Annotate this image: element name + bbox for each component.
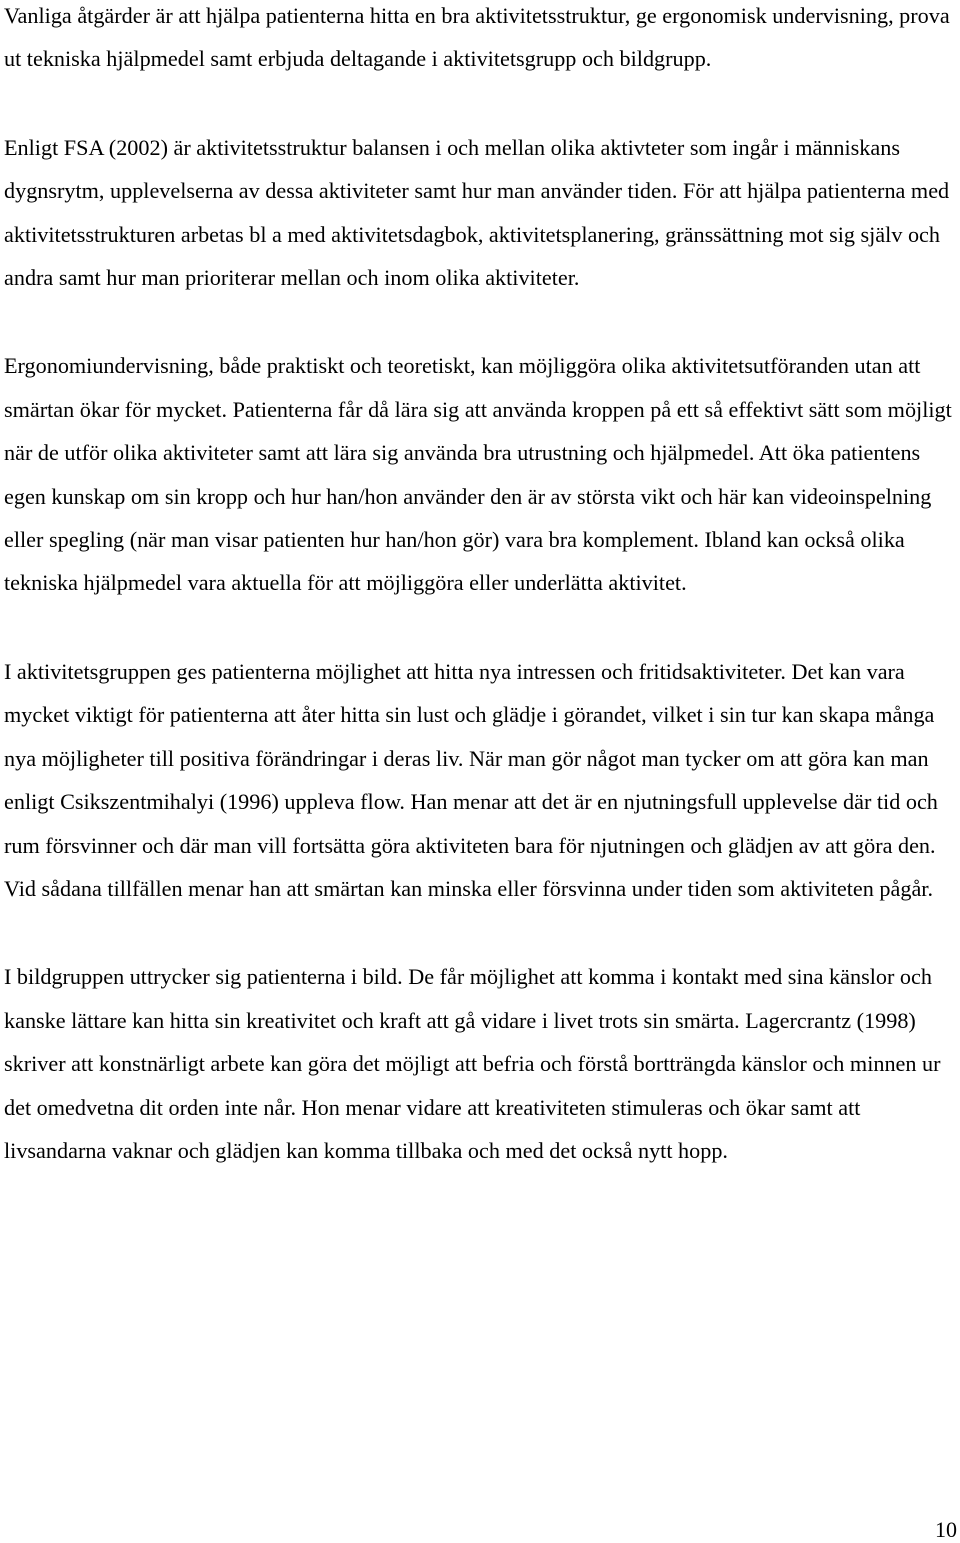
paragraph-picture-group: I bildgruppen uttrycker sig patienterna i bild. De får möjlighet att komma i kontakt med sina känslor och kanske lättare kan hitta sin kreativitet och kraft att gå vidare i livet trots sin smärta. Lagercrantz (1998) skriver att konstnärligt arbete kan göra det möjligt att befria och förstå bortträngda känslor och minnen ur det omedvetna dit orden inte når. Hon menar vidare att kreativiteten stimuleras och ökar samt att livsandarna vaknar och glädjen kan komma tillbaka och med det också nytt hopp. (4, 964, 941, 1163)
paragraph-ergonomics-teaching: Ergonomiundervisning, både praktiskt och teoretiskt, kan möjliggöra olika aktivitetsutföranden utan att smärtan ökar för mycket. Patienterna får då lära sig att använda kroppen på ett så effektivt sätt som möjligt när de utför olika aktiviteter samt att lära sig använda bra utrustning och hjälpmedel. Att öka patientens egen kunskap om sin kropp och hur han/hon använder den är av största vikt och här kan videoinspelning eller spegling (när man visar patienten hur han/hon gör) vara bra komplement. Ibland kan också olika tekniska hjälpmedel vara aktuella för att möjliggöra eller underlätta aktivitet. (4, 353, 952, 596)
body-text (4, 0, 959, 1172)
paragraph-activity-group: I aktivitetsgruppen ges patienterna möjlighet att hitta nya intressen och fritidsaktiviteter. Det kan vara mycket viktigt för patienterna att åter hitta sin lust och glädje i görandet, vilket i sin tur kan skapa många nya möjligheter till positiva förändringar i deras liv. När man gör något man tycker om att göra kan man enligt Csikszentmihalyi (1996) uppleva flow. Han menar att det är en njutningsfull upplevelse där tid och rum försvinner och där man vill fortsätta göra aktiviteten bara för njutningen och glädjen av att göra den. Vid sådana tillfällen menar han att smärtan kan minska eller försvinna under tiden som aktiviteten pågår. (4, 658, 938, 901)
paragraph-common-measures: Vanliga åtgärder är att hjälpa patienterna hitta en bra aktivitetsstruktur, ge ergonomisk undervisning, prova ut tekniska hjälpmedel samt erbjuda deltagande i aktivitetsgrupp och bildgrupp. (4, 3, 950, 72)
paragraph-activity-structure: Enligt FSA (2002) är aktivitetsstruktur balansen i och mellan olika aktivteter som ingår i människans dygnsrytm, upplevelserna av dessa aktiviteter samt hur man använder tiden. För att hjälpa patienterna med aktivitetsstrukturen arbetas bl a med aktivitetsdagbok, aktivitetsplanering, gränssättning mot sig själv och andra samt hur man prioriterar mellan och inom olika aktiviteter. (4, 134, 950, 291)
page-number: 10 (935, 1517, 957, 1542)
